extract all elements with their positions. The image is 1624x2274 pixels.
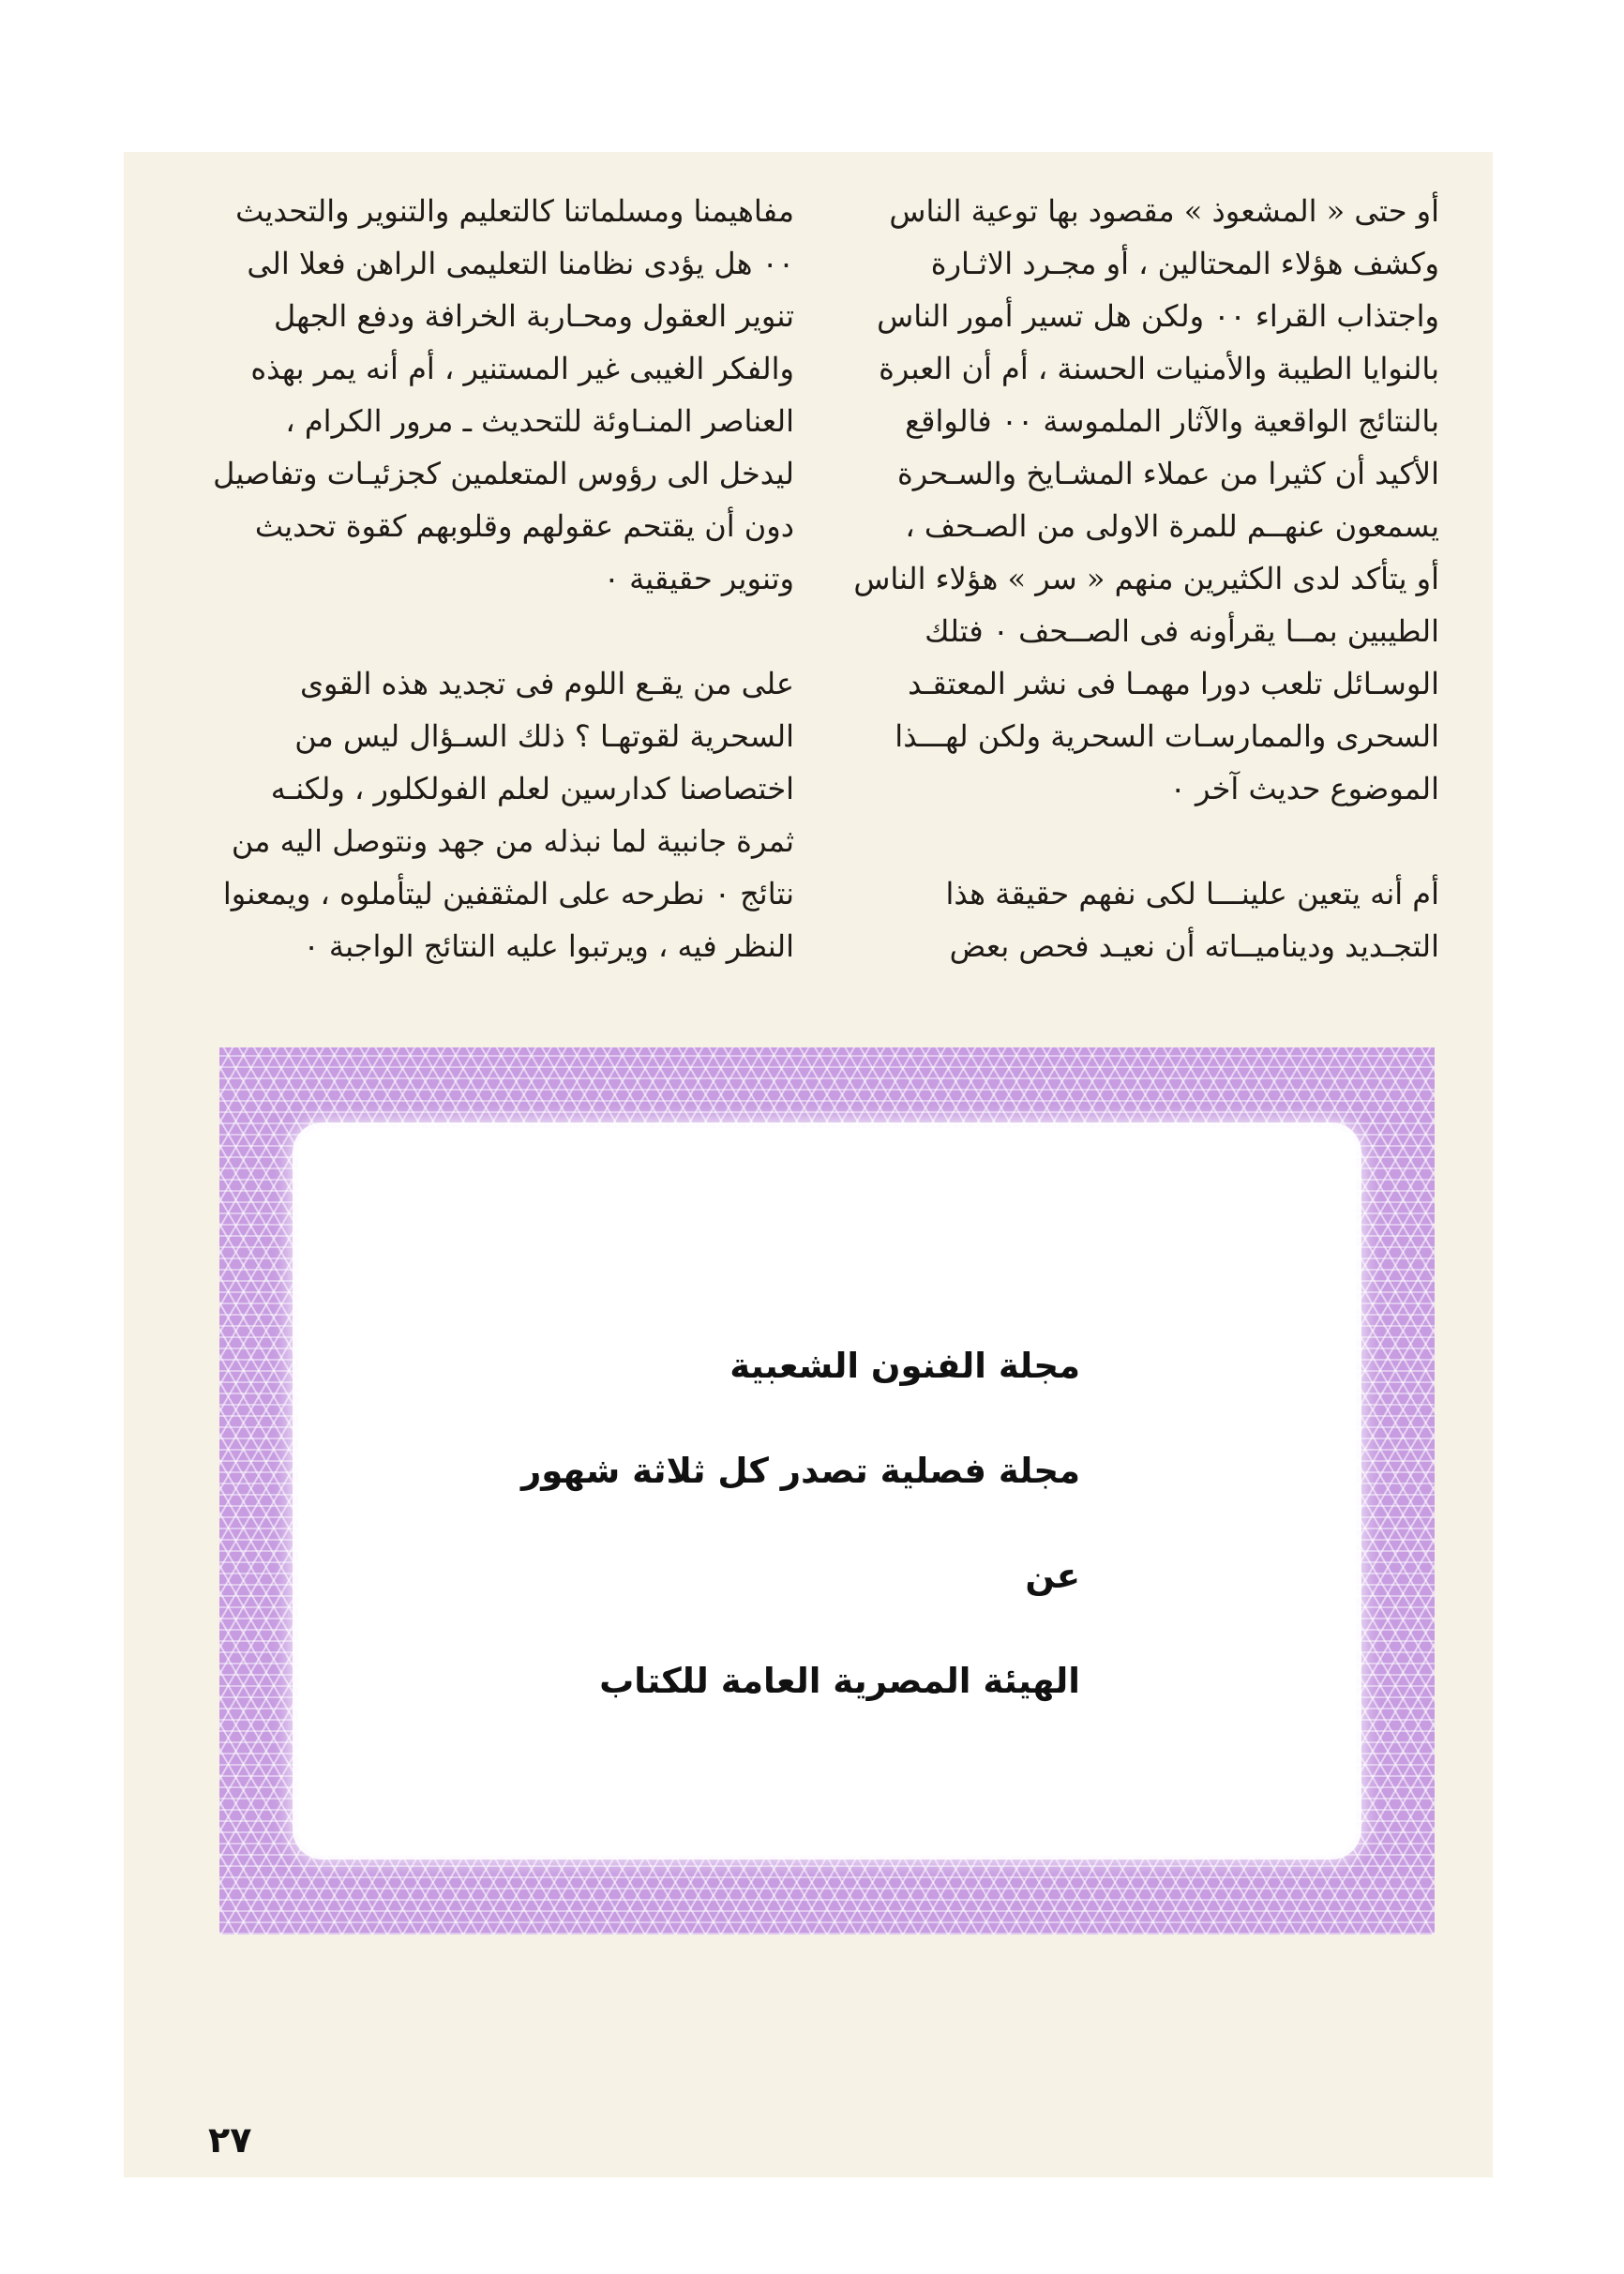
right-paragraph-2 bbox=[853, 867, 1439, 972]
text-line: أم أنه يتعين علينـــا لكى نفهم حقيقة هذا bbox=[945, 876, 1439, 911]
text-line: السحرية لقوتهـا ؟ ذلك السـؤال ليس من bbox=[294, 718, 794, 754]
text-line: وكشف هؤلاء المحتالين ، أو مجـرد الاثـارة bbox=[930, 246, 1439, 281]
text-line: تنوير العقول ومحـاربة الخرافة ودفع الجهل bbox=[273, 298, 794, 334]
notice-text bbox=[520, 1338, 1080, 1758]
text-line: العناصر المنـاوئة للتحديث ـ مرور الكرام ، bbox=[285, 403, 794, 439]
text-line: الطيبين بمــا يقرأونه فى الصــحف ٠ فتلك bbox=[925, 613, 1439, 649]
text-line: يسمعون عنهــم للمرة الاولى من الصـحف ، bbox=[905, 508, 1439, 544]
text-line: نتائج ٠ نطرحه على المثقفين ليتأملوه ، ويمعنوا bbox=[222, 876, 794, 911]
text-line: بالنوايا الطيبة والأمنيات الحسنة ، أم أن العبرة bbox=[879, 351, 1439, 386]
text-line: واجتذاب القراء ٠٠ ولكن هل تسير أمور الناس bbox=[877, 298, 1439, 334]
text-line: اختصاصنا كدارسين لعلم الفولكلور ، ولكنـه bbox=[270, 771, 794, 806]
magazine-title: مجلة الفنون الشعبية bbox=[729, 1346, 1080, 1386]
text-line: ليدخل الى رؤوس المتعلمين كجزئيـات وتفاصيل bbox=[213, 456, 794, 491]
text-line: أو يتأكد لدى الكثيرين منهم « سر » هؤلاء الناس bbox=[853, 561, 1439, 596]
right-paragraph-1 bbox=[853, 185, 1439, 815]
magazine-frequency: مجلة فصلية تصدر كل ثلاثة شهور bbox=[520, 1451, 1080, 1491]
text-line: أو حتى « المشعوذ » مقصود بها توعية الناس bbox=[889, 193, 1439, 229]
text-line: الوسـائل تلعب دورا مهمـا فى نشر المعتقـد bbox=[908, 666, 1439, 701]
text-line: السحرى والممارسـات السحرية ولكن لهـــذا bbox=[895, 718, 1439, 754]
publisher-name: الهيئة المصرية العامة للكتاب bbox=[599, 1661, 1080, 1701]
page-number: ٢٧ bbox=[208, 2119, 252, 2161]
text-line: دون أن يقتحم عقولهم وقلوبهم كقوة تحديث bbox=[254, 508, 794, 544]
magazine-page bbox=[124, 152, 1493, 2177]
left-paragraph-2 bbox=[208, 657, 794, 972]
text-line: والفكر الغيبى غير المستنير ، أم أنه يمر بهذه bbox=[250, 351, 794, 386]
article-right-column bbox=[853, 185, 1439, 972]
text-line: على من يقـع اللوم فى تجديد هذه القوى bbox=[299, 666, 794, 701]
left-paragraph-1 bbox=[208, 185, 794, 605]
article-left-column bbox=[208, 185, 794, 972]
text-line: ثمرة جانبية لما نبذله من جهد ونتوصل اليه من bbox=[231, 823, 794, 859]
text-line: التجـديد وديناميــاته أن نعيـد فحص بعض bbox=[949, 928, 1439, 964]
text-line: مفاهيمنا ومسلماتنا كالتعليم والتنوير والتحديث bbox=[235, 193, 794, 229]
text-line: الأكيد أن كثيرا من عملاء المشـايخ والسـحرة bbox=[896, 456, 1439, 491]
text-line: وتنوير حقيقية ٠ bbox=[603, 561, 794, 596]
text-line: النظر فيه ، ويرتبوا عليه النتائج الواجبة ٠ bbox=[303, 928, 794, 964]
text-line: ٠٠ هل يؤدى نظامنا التعليمى الراهن فعلا الى bbox=[247, 246, 794, 281]
text-line: بالنتائج الواقعية والآثار الملموسة ٠٠ فالواقع bbox=[905, 403, 1439, 439]
text-line: الموضوع حديث آخر ٠ bbox=[1169, 771, 1439, 806]
magazine-notice-box bbox=[219, 1047, 1435, 1935]
publisher-preposition: عن bbox=[1025, 1556, 1080, 1596]
